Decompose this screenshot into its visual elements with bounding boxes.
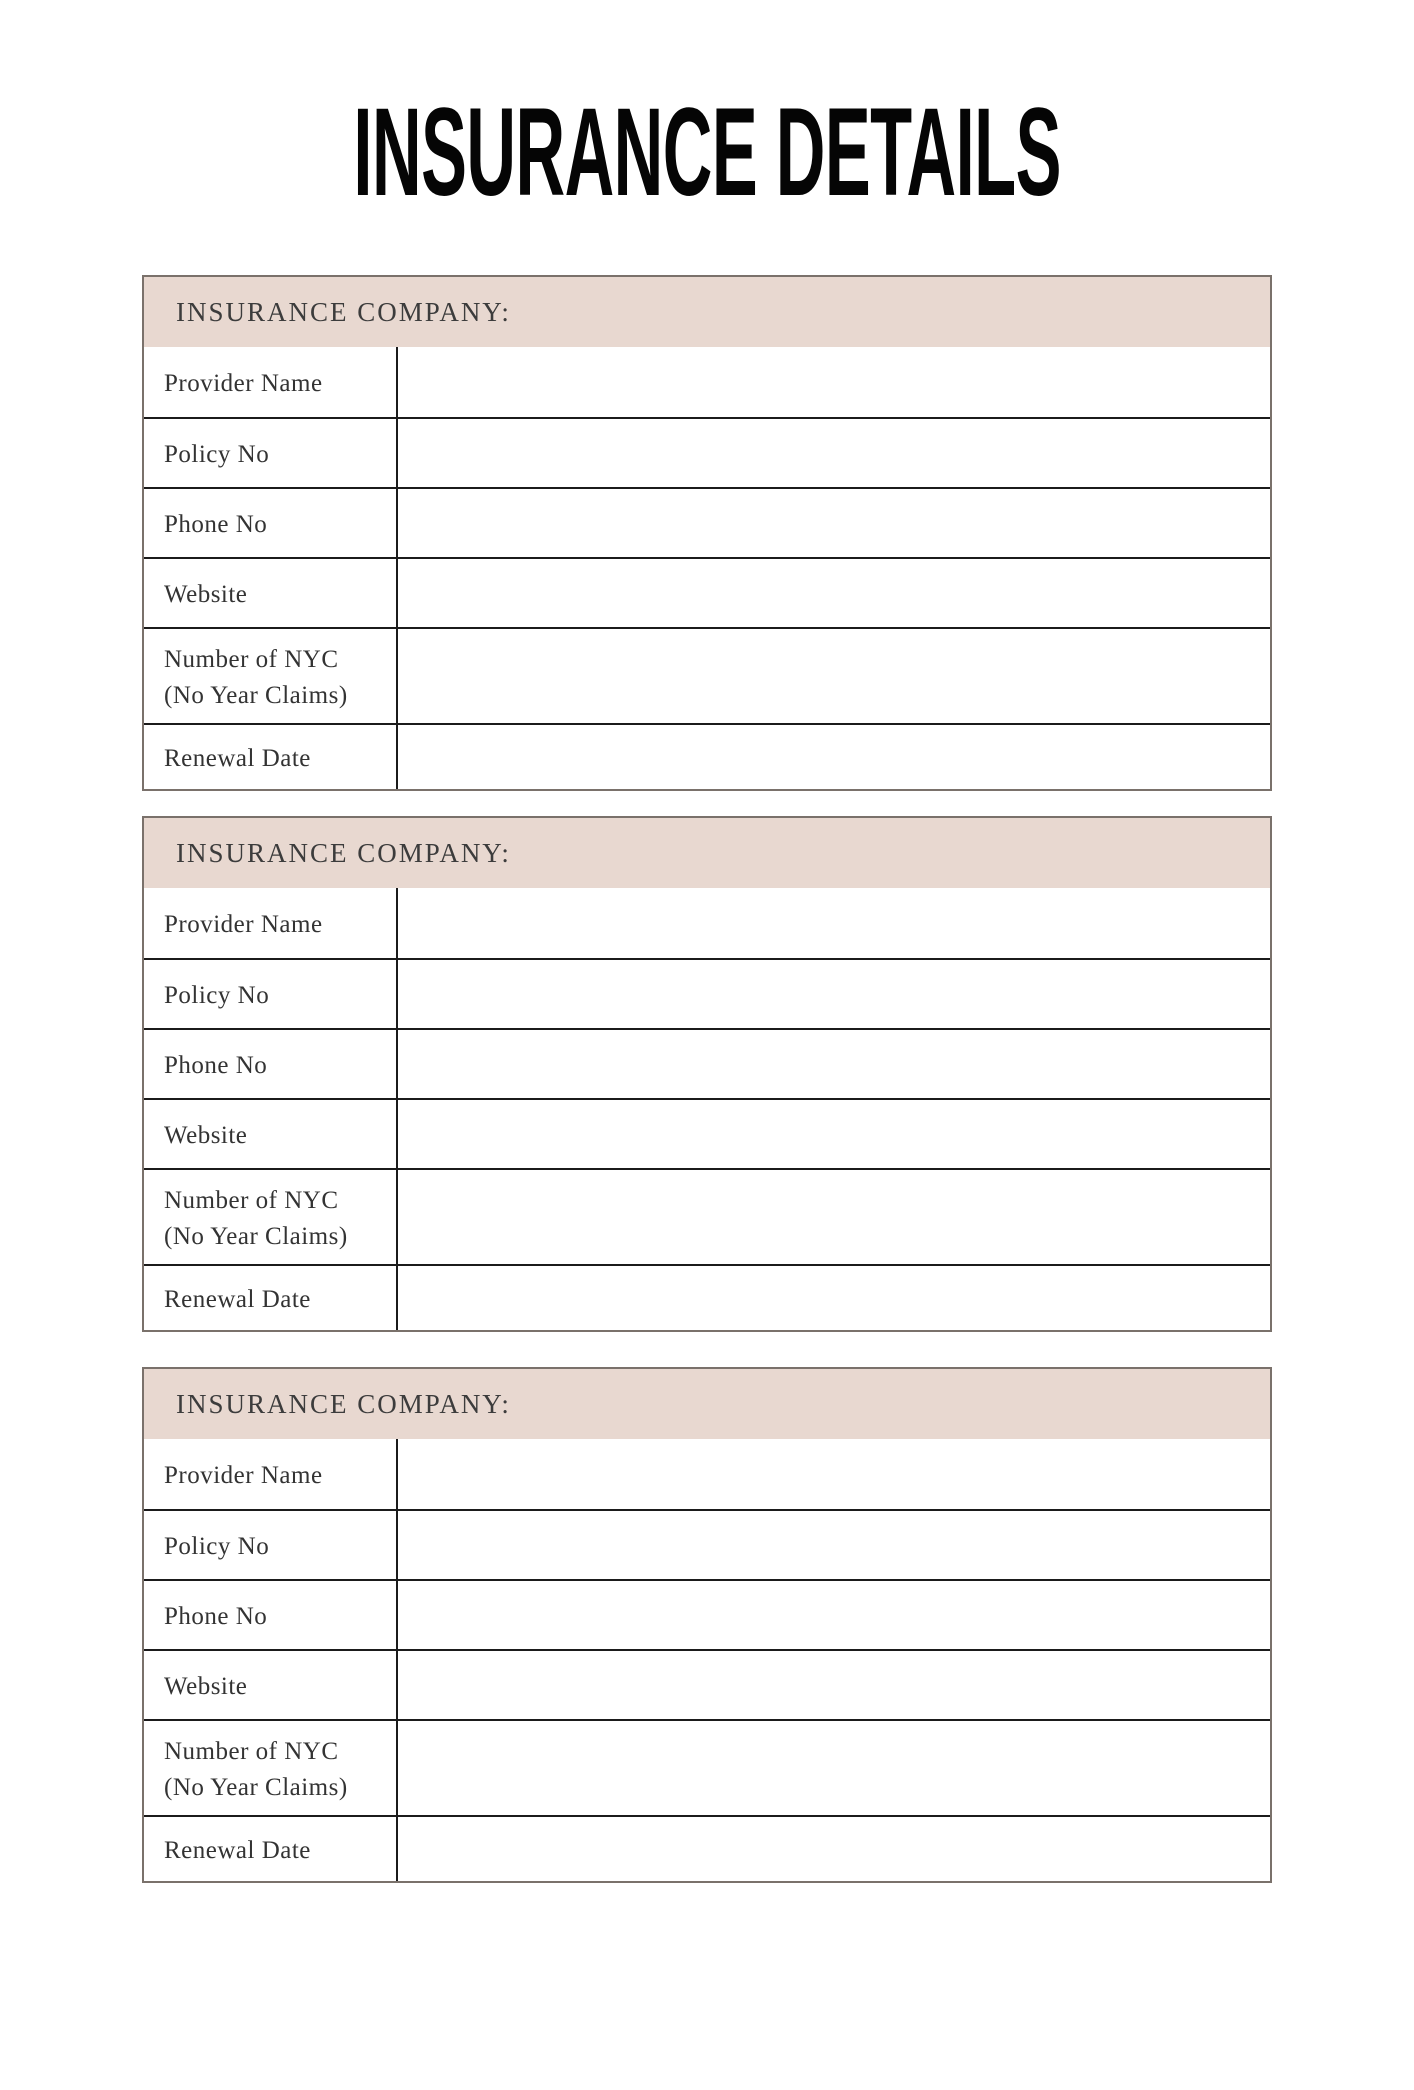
form-row-website — [144, 1649, 1270, 1719]
page-title — [0, 83, 1414, 222]
section-2-header-bar — [144, 818, 1270, 888]
field-label-text: Number of NYC — [164, 1186, 339, 1214]
section-3-header-label: INSURANCE COMPANY: — [176, 1388, 511, 1419]
form-row-nyc — [144, 1719, 1270, 1815]
field-label-text: Website — [164, 580, 248, 608]
form-row-policy-no — [144, 1509, 1270, 1579]
section-3-header-bar — [144, 1369, 1270, 1439]
value-cell-provider-name-3[interactable] — [398, 1439, 1270, 1509]
value-cell-renewal-date-1[interactable] — [398, 725, 1270, 789]
field-label-renewal-date — [144, 1817, 398, 1881]
field-label-policy-no — [144, 1511, 398, 1579]
field-label-text: Number of NYC — [164, 645, 339, 673]
field-label-policy-no — [144, 960, 398, 1028]
field-label-text: Number of NYC — [164, 1737, 339, 1765]
form-row-provider-name — [144, 888, 1270, 958]
field-label-text: Phone No — [164, 510, 268, 538]
field-label-website — [144, 559, 398, 627]
field-label-website — [144, 1651, 398, 1719]
form-row-provider-name — [144, 1439, 1270, 1509]
field-label-website — [144, 1100, 398, 1168]
field-label-text: Website — [164, 1121, 248, 1149]
value-cell-policy-no-3[interactable] — [398, 1511, 1270, 1579]
field-label-phone-no — [144, 1581, 398, 1649]
form-row-website — [144, 1098, 1270, 1168]
field-label-provider-name — [144, 347, 398, 417]
value-cell-provider-name-2[interactable] — [398, 888, 1270, 958]
field-label-text: Provider Name — [164, 1461, 323, 1489]
form-row-nyc — [144, 1168, 1270, 1264]
value-cell-policy-no-2[interactable] — [398, 960, 1270, 1028]
field-label-phone-no — [144, 489, 398, 557]
field-label-renewal-date — [144, 1266, 398, 1330]
field-label-text: Provider Name — [164, 369, 323, 397]
field-label-text: (No Year Claims) — [164, 1774, 348, 1801]
form-row-phone-no — [144, 487, 1270, 557]
form-row-nyc — [144, 627, 1270, 723]
value-cell-phone-no-3[interactable] — [398, 1581, 1270, 1649]
field-label-text: Policy No — [164, 440, 270, 468]
value-cell-policy-no-1[interactable] — [398, 419, 1270, 487]
field-label-renewal-date — [144, 725, 398, 789]
form-row-website — [144, 557, 1270, 627]
insurance-company-section-2 — [142, 816, 1272, 1332]
value-cell-provider-name-1[interactable] — [398, 347, 1270, 417]
form-row-renewal-date — [144, 1264, 1270, 1330]
value-cell-renewal-date-2[interactable] — [398, 1266, 1270, 1330]
field-label-nyc — [144, 1721, 398, 1815]
field-label-text: Policy No — [164, 981, 270, 1009]
form-row-renewal-date — [144, 1815, 1270, 1881]
form-row-policy-no — [144, 958, 1270, 1028]
value-cell-phone-no-2[interactable] — [398, 1030, 1270, 1098]
value-cell-website-1[interactable] — [398, 559, 1270, 627]
field-label-nyc — [144, 1170, 398, 1264]
form-row-policy-no — [144, 417, 1270, 487]
field-label-text: Renewal Date — [164, 1836, 311, 1864]
form-row-phone-no — [144, 1579, 1270, 1649]
field-label-provider-name — [144, 888, 398, 958]
field-label-text: Renewal Date — [164, 744, 311, 772]
field-label-phone-no — [144, 1030, 398, 1098]
field-label-nyc — [144, 629, 398, 723]
value-cell-nyc-2[interactable] — [398, 1170, 1270, 1264]
field-label-text: Provider Name — [164, 910, 323, 938]
field-label-text: (No Year Claims) — [164, 682, 348, 709]
field-label-text: Website — [164, 1672, 248, 1700]
value-cell-nyc-1[interactable] — [398, 629, 1270, 723]
field-label-provider-name — [144, 1439, 398, 1509]
form-row-provider-name — [144, 347, 1270, 417]
value-cell-nyc-3[interactable] — [398, 1721, 1270, 1815]
field-label-text: Phone No — [164, 1602, 268, 1630]
value-cell-phone-no-1[interactable] — [398, 489, 1270, 557]
value-cell-website-2[interactable] — [398, 1100, 1270, 1168]
insurance-company-section-1 — [142, 275, 1272, 791]
form-row-renewal-date — [144, 723, 1270, 789]
field-label-text: Renewal Date — [164, 1285, 311, 1313]
page — [0, 83, 1414, 1883]
section-1-header-label: INSURANCE COMPANY: — [176, 296, 511, 327]
section-2-header-label: INSURANCE COMPANY: — [176, 837, 511, 868]
field-label-policy-no — [144, 419, 398, 487]
field-label-text: Policy No — [164, 1532, 270, 1560]
value-cell-renewal-date-3[interactable] — [398, 1817, 1270, 1881]
value-cell-website-3[interactable] — [398, 1651, 1270, 1719]
form-row-phone-no — [144, 1028, 1270, 1098]
section-1-header-bar — [144, 277, 1270, 347]
field-label-text: (No Year Claims) — [164, 1223, 348, 1250]
page-title-text: INSURANCE DETAILS — [353, 83, 1061, 222]
insurance-company-section-3 — [142, 1367, 1272, 1883]
field-label-text: Phone No — [164, 1051, 268, 1079]
